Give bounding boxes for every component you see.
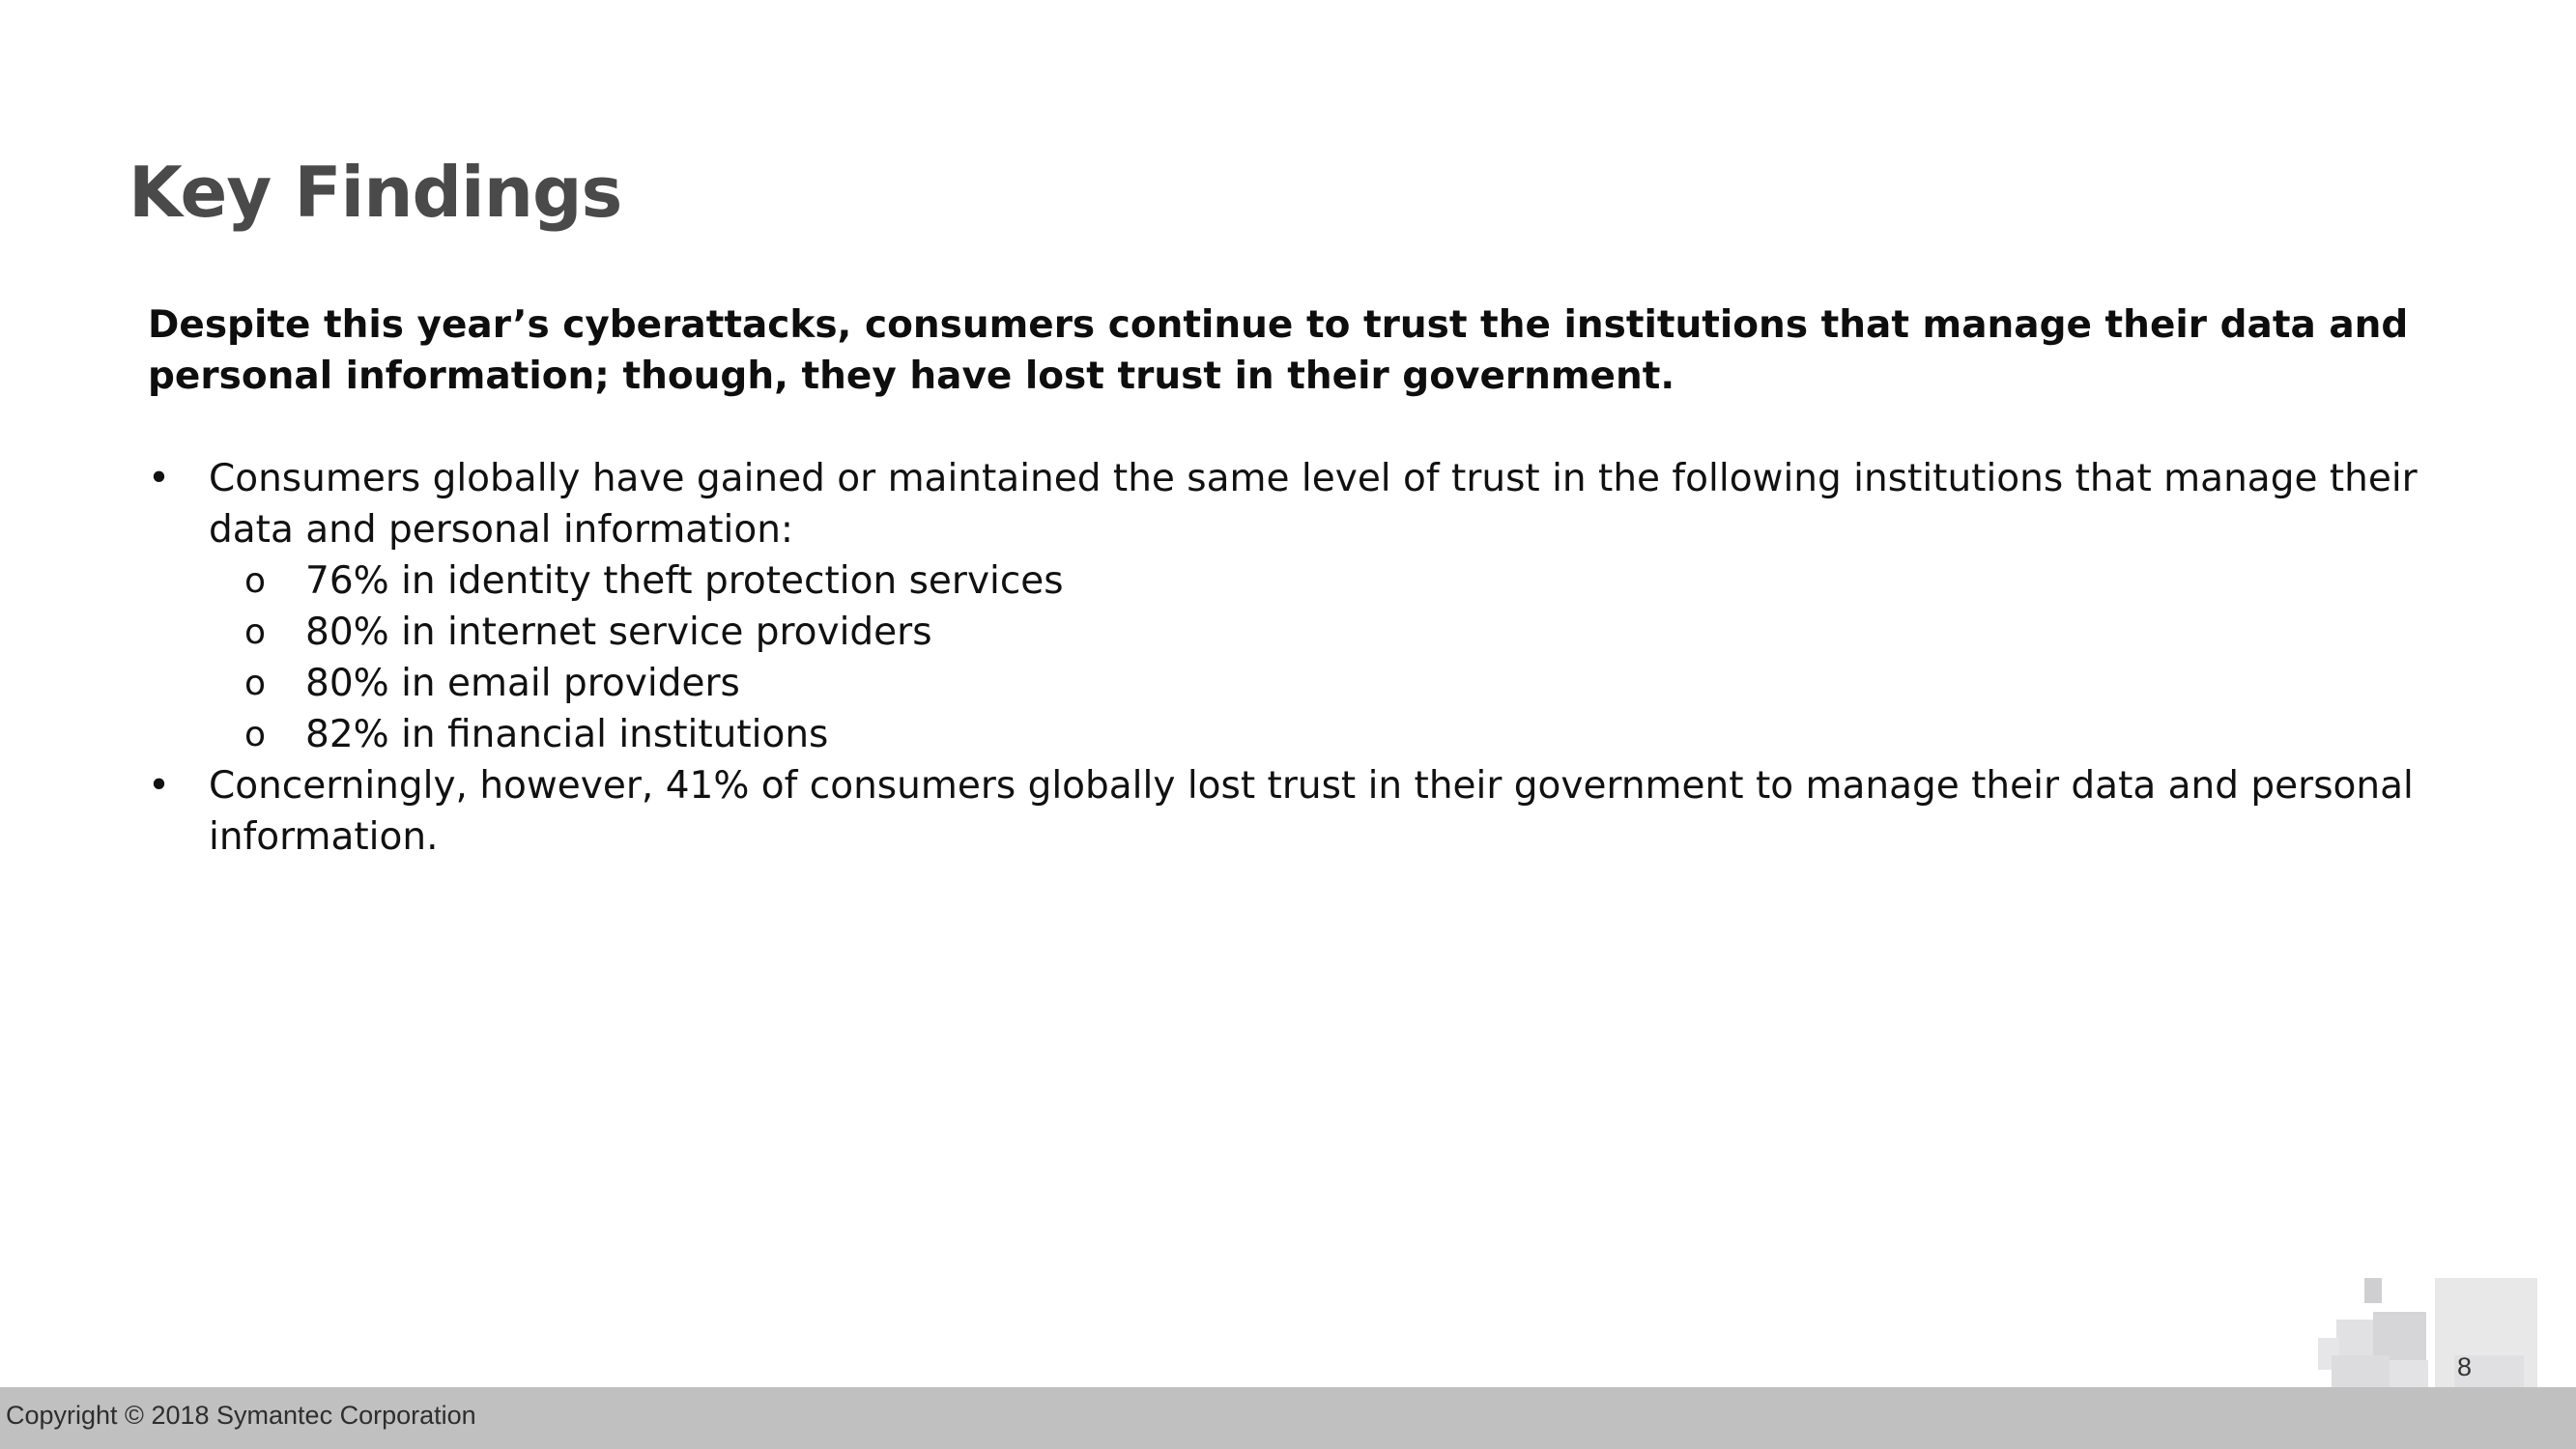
deco-square	[2336, 1320, 2373, 1356]
lead-statement: Despite this year’s cyberattacks, consumers continue to trust the institutions that manage their data and personal information; though, they have lost trust in their government.	[148, 303, 2409, 398]
finding-text: Concerningly, however, 41% of consumers globally lost trust in their government to manage their data and personal information.	[209, 764, 2414, 859]
sub-bullet-marker: o	[244, 612, 267, 652]
institution-trust-list	[209, 555, 2419, 760]
sub-item-text: 82% in financial institutions	[305, 713, 829, 756]
bullet-marker: •	[148, 457, 171, 500]
deco-square	[2364, 1278, 2382, 1303]
sub-item	[148, 607, 2419, 658]
sub-bullet-marker: o	[244, 561, 267, 601]
slide-title: Key Findings	[129, 152, 622, 233]
sub-item-text: 76% in identity theft protection services	[305, 559, 1064, 603]
bullet-marker: •	[148, 764, 171, 808]
footer-bar	[0, 1387, 2576, 1449]
finding-item	[148, 760, 2419, 863]
sub-bullet-marker: o	[244, 664, 267, 703]
sub-bullet-marker: o	[244, 715, 267, 754]
sub-item	[148, 555, 2419, 607]
deco-square	[2390, 1360, 2428, 1387]
sub-item-text: 80% in internet service providers	[305, 611, 932, 654]
copyright-text: Copyright © 2018 Symantec Corporation	[6, 1401, 476, 1430]
slide-content	[148, 299, 2419, 863]
sub-item-text: 80% in email providers	[305, 662, 740, 705]
sub-item	[148, 658, 2419, 709]
deco-square	[2332, 1355, 2390, 1387]
page-number: 8	[2457, 1352, 2473, 1381]
deco-square	[2373, 1312, 2426, 1360]
finding-text: Consumers globally have gained or maintained the same level of trust in the following institutions that manage their data and personal information:	[209, 457, 2418, 552]
finding-item	[148, 453, 2419, 760]
findings-list	[148, 453, 2419, 863]
sub-item	[148, 709, 2419, 760]
